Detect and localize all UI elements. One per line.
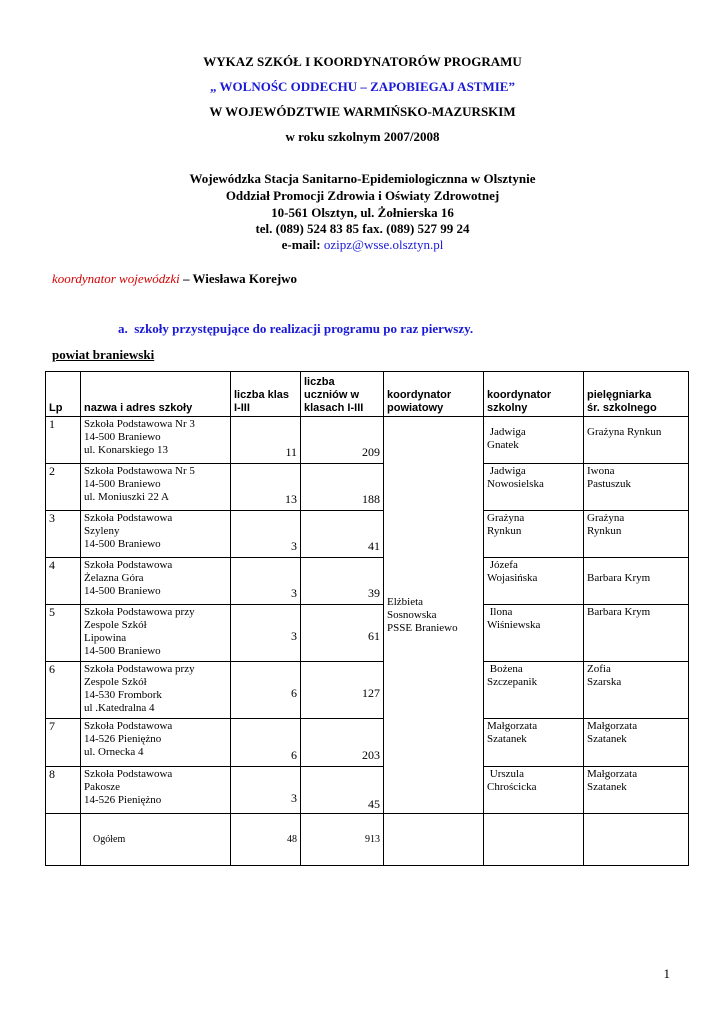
- school-name: Szkoła Podstawowa Żelazna Góra 14-500 Braniewo: [81, 558, 231, 605]
- school-name: Szkoła Podstawowa Nr 5 14-500 Braniewo ul. Moniuszki 22 A: [81, 464, 231, 511]
- total-students: 913: [301, 814, 384, 866]
- school-coordinator: Jadwiga Nowosielska: [484, 464, 584, 511]
- school-coordinator: Józefa Wojasińska: [484, 558, 584, 605]
- title-line-3: W WOJEWÓDZTWIE WARMIŃSKO-MAZURSKIM: [209, 104, 516, 119]
- institution-department: Oddział Promocji Zdrowia i Oświaty Zdrowotnej: [225, 188, 500, 203]
- total-label: Ogółem: [81, 814, 231, 866]
- nurse: Grażyna Rynkun: [584, 417, 689, 464]
- header-students: liczba uczniów w klasach I-III: [301, 372, 384, 417]
- school-coordinator: Ilona Wiśniewska: [484, 605, 584, 662]
- table-row: 4 Szkoła Podstawowa Żelazna Góra 14-500 Braniewo 3 39 Józefa Wojasińska Barbara Krym: [46, 558, 689, 605]
- institution-address: 10-561 Olsztyn, ul. Żołnierska 16: [271, 205, 454, 220]
- institution-phone: tel. (089) 524 83 85 fax. (089) 527 99 24: [255, 221, 470, 236]
- schools-table: [45, 371, 689, 866]
- school-name: Szkoła Podstawowa przy Zespole Szkół Lipowina 14-500 Braniewo: [81, 605, 231, 662]
- table-row: 3 Szkoła Podstawowa Szyleny 14-500 Braniewo 3 41 Grażyna Rynkun Grażyna Rynkun: [46, 511, 689, 558]
- title-line-4: w roku szkolnym 2007/2008: [285, 129, 440, 144]
- school-name: Szkoła Podstawowa Szyleny 14-500 Braniewo: [81, 511, 231, 558]
- email-label: e-mail:: [281, 237, 321, 252]
- institution-email-line: [0, 237, 725, 253]
- nurse: Iwona Pastuszuk: [584, 464, 689, 511]
- school-coordinator: Bożena Szczepanik: [484, 662, 584, 719]
- table-row: 2 Szkoła Podstawowa Nr 5 14-500 Braniewo ul. Moniuszki 22 A 13 188 Jadwiga Nowosielska Iwona Pastuszuk: [46, 464, 689, 511]
- email-link[interactable]: ozipz@wsse.olsztyn.pl: [323, 237, 444, 252]
- school-name: Szkoła Podstawowa Pakosze 14-526 Pieniężno: [81, 767, 231, 814]
- header-district-coordinator: koordynator powiatowy: [384, 372, 484, 417]
- district-coordinator-cell: Elżbieta Sosnowska PSSE Braniewo: [384, 417, 484, 814]
- table-row: 1 Szkoła Podstawowa Nr 3 14-500 Braniewo ul. Konarskiego 13 11 209 Elżbieta Sosnowska PSSE Braniewo Jadwiga Gnatek Grażyna Rynkun: [46, 417, 689, 464]
- table-row: 7 Szkoła Podstawowa 14-526 Pieniężno ul. Ornecka 4 6 203 Małgorzata Szatanek Małgorzata Szatanek: [46, 719, 689, 767]
- section-title: szkoły przystępujące do realizacji programu po raz pierwszy.: [134, 321, 474, 336]
- school-name: Szkoła Podstawowa przy Zespole Szkół 14-530 Frombork ul .Katedralna 4: [81, 662, 231, 719]
- table-header-row: [46, 372, 689, 417]
- coordinator-label: koordynator wojewódzki: [52, 271, 180, 286]
- school-name: Szkoła Podstawowa Nr 3 14-500 Braniewo ul. Konarskiego 13: [81, 417, 231, 464]
- coordinator-line: [52, 271, 297, 287]
- table-row: 8 Szkoła Podstawowa Pakosze 14-526 Pieniężno 3 45 Urszula Chrościcka Małgorzata Szatanek: [46, 767, 689, 814]
- school-coordinator: Jadwiga Gnatek: [484, 417, 584, 464]
- school-coordinator: Grażyna Rynkun: [484, 511, 584, 558]
- coordinator-dash: –: [179, 271, 193, 286]
- table-row: 6 Szkoła Podstawowa przy Zespole Szkół 14-530 Frombork ul .Katedralna 4 6 127 Bożena Szczepanik Zofia Szarska: [46, 662, 689, 719]
- school-coordinator: Urszula Chrościcka: [484, 767, 584, 814]
- title-line-1: WYKAZ SZKÓŁ I KOORDYNATORÓW PROGRAMU: [203, 54, 522, 69]
- total-classes: 48: [231, 814, 301, 866]
- nurse: Grażyna Rynkun: [584, 511, 689, 558]
- header-nurse: pielęgniarka śr. szkolnego: [584, 372, 689, 417]
- school-name: Szkoła Podstawowa 14-526 Pieniężno ul. Ornecka 4: [81, 719, 231, 767]
- nurse: Zofia Szarska: [584, 662, 689, 719]
- table-total-row: [46, 814, 689, 866]
- page-number: 1: [663, 966, 670, 981]
- header-classes: liczba klas I-III: [231, 372, 301, 417]
- district-heading: powiat braniewski: [52, 347, 155, 362]
- header-school-coordinator: koordynator szkolny: [484, 372, 584, 417]
- section-heading: [118, 321, 473, 337]
- nurse: Barbara Krym: [584, 605, 689, 662]
- section-marker: a.: [118, 321, 128, 336]
- table-row: 5 Szkoła Podstawowa przy Zespole Szkół Lipowina 14-500 Braniewo 3 61 Ilona Wiśniewska Barbara Krym: [46, 605, 689, 662]
- nurse: Małgorzata Szatanek: [584, 719, 689, 767]
- coordinator-name: Wiesława Korejwo: [192, 271, 298, 286]
- institution-name: Wojewódzka Stacja Sanitarno-Epidemiologicznna w Olsztynie: [189, 171, 536, 186]
- school-coordinator: Małgorzata Szatanek: [484, 719, 584, 767]
- nurse: Małgorzata Szatanek: [584, 767, 689, 814]
- header-lp: Lp: [46, 372, 81, 417]
- header-name: nazwa i adres szkoły: [81, 372, 231, 417]
- nurse: Barbara Krym: [584, 558, 689, 605]
- title-line-2: „ WOLNOŚC ODDECHU – ZAPOBIEGAJ ASTMIE”: [210, 79, 515, 94]
